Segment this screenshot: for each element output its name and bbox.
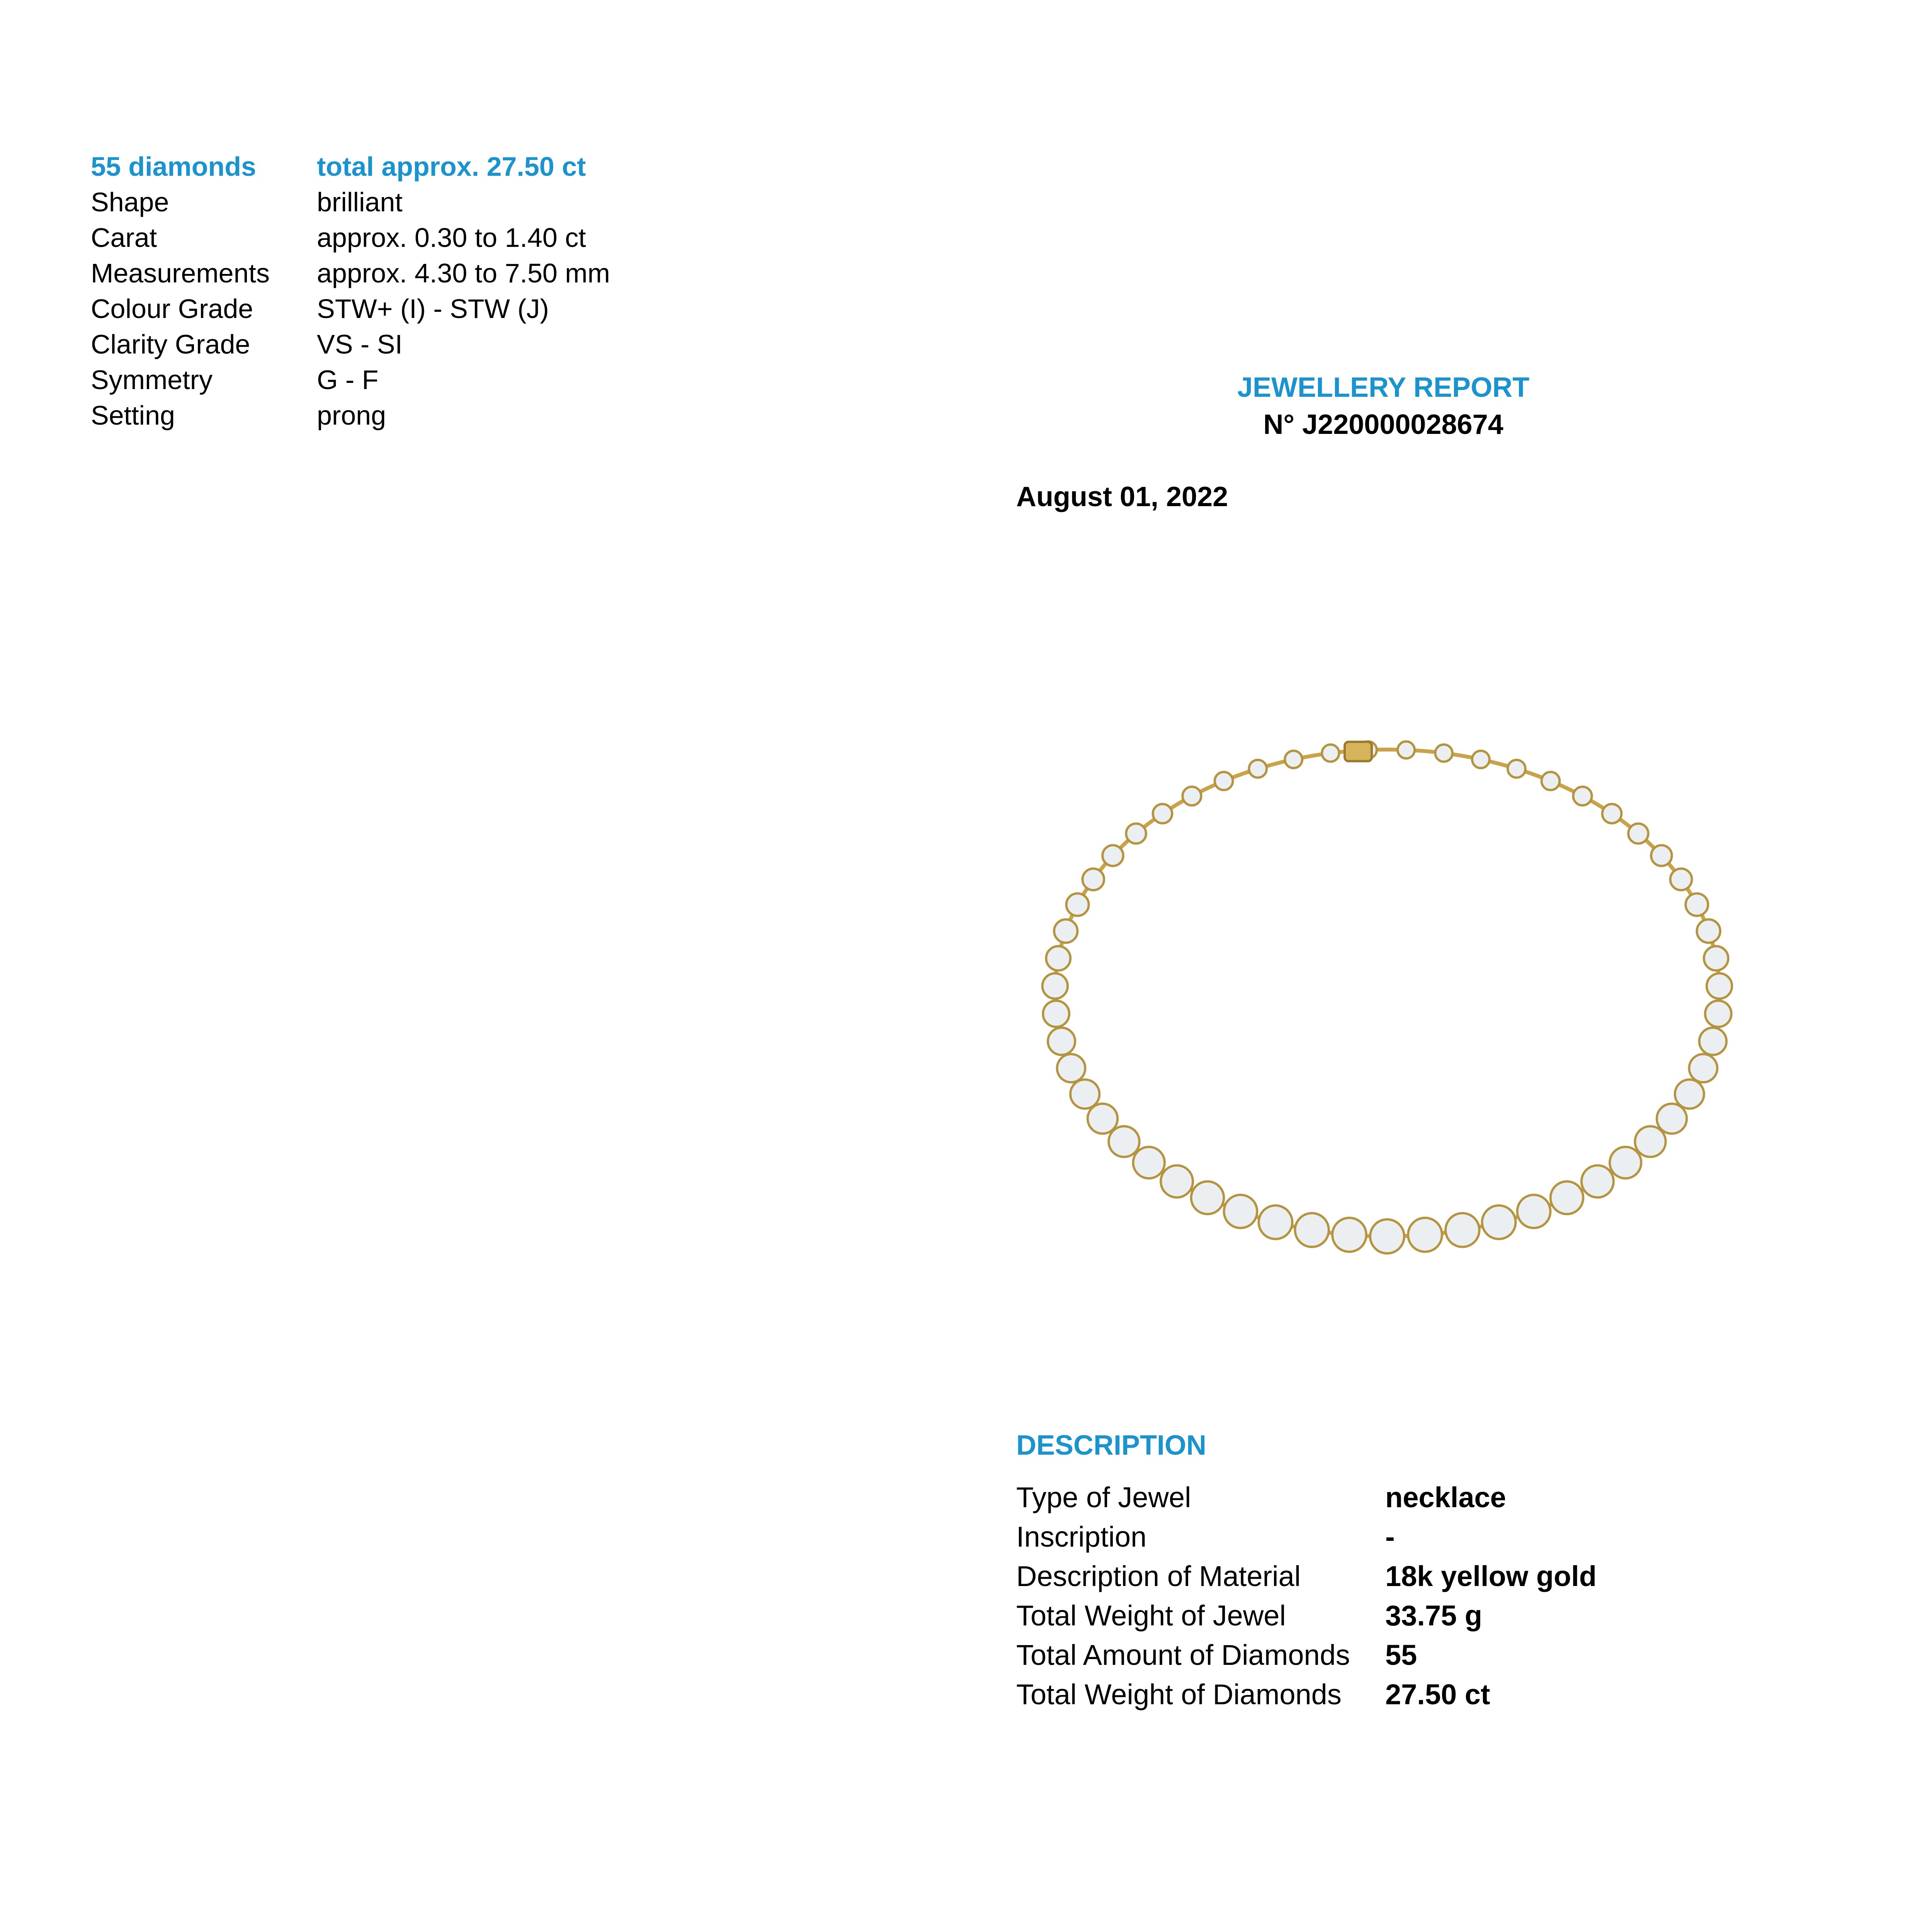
summary-value: VS - SI bbox=[317, 329, 403, 359]
summary-key: Symmetry bbox=[91, 365, 213, 395]
summary-header bbox=[91, 149, 610, 184]
description-row bbox=[1016, 1557, 1597, 1596]
description-value: - bbox=[1385, 1521, 1395, 1553]
description-key: Total Weight of Diamonds bbox=[1016, 1678, 1342, 1710]
description-list bbox=[1016, 1478, 1597, 1714]
stone-summary bbox=[91, 149, 610, 433]
total-carat: total approx. 27.50 ct bbox=[317, 151, 586, 182]
summary-row bbox=[91, 291, 610, 326]
description-row bbox=[1016, 1596, 1597, 1635]
diamond-stone bbox=[1472, 751, 1490, 768]
diamond-stone bbox=[1508, 760, 1526, 778]
description-key: Inscription bbox=[1016, 1521, 1147, 1553]
diamond-stone bbox=[1573, 787, 1592, 805]
diamond-count: 55 diamonds bbox=[91, 151, 256, 182]
diamond-stone bbox=[1161, 1165, 1193, 1197]
diamond-stone bbox=[1054, 920, 1077, 943]
description-key: Total Weight of Jewel bbox=[1016, 1600, 1286, 1632]
diamond-stone bbox=[1435, 745, 1452, 762]
report-date: August 01, 2022 bbox=[1016, 481, 1228, 512]
summary-value: approx. 0.30 to 1.40 ct bbox=[317, 223, 586, 253]
description-row bbox=[1016, 1675, 1597, 1714]
diamond-stone bbox=[1635, 1126, 1665, 1157]
summary-key: Clarity Grade bbox=[91, 329, 250, 359]
diamond-stone bbox=[1285, 751, 1302, 768]
diamond-stone bbox=[1109, 1126, 1139, 1157]
diamond-stone bbox=[1651, 845, 1672, 866]
diamond-stone bbox=[1057, 1054, 1085, 1082]
description-row bbox=[1016, 1635, 1597, 1675]
diamond-stone bbox=[1582, 1165, 1614, 1197]
diamond-stone bbox=[1628, 824, 1648, 844]
diamond-stone bbox=[1224, 1195, 1257, 1228]
summary-value: approx. 4.30 to 7.50 mm bbox=[317, 258, 610, 288]
summary-row bbox=[91, 255, 610, 291]
diamond-stone bbox=[1249, 760, 1267, 778]
description-title: DESCRIPTION bbox=[1016, 1430, 1207, 1461]
diamond-stone bbox=[1542, 772, 1560, 790]
description-value: 55 bbox=[1385, 1639, 1417, 1671]
diamond-stone bbox=[1126, 824, 1146, 844]
diamond-stone bbox=[1675, 1080, 1704, 1108]
diamond-stone bbox=[1697, 920, 1720, 943]
diamond-stone bbox=[1610, 1147, 1641, 1178]
diamond-stone bbox=[1551, 1182, 1583, 1214]
summary-key: Carat bbox=[91, 223, 157, 253]
diamond-stone bbox=[1602, 804, 1622, 823]
summary-row bbox=[91, 398, 610, 433]
description-key: Description of Material bbox=[1016, 1560, 1301, 1592]
diamond-stone bbox=[1517, 1195, 1551, 1228]
diamond-stone bbox=[1046, 946, 1070, 971]
summary-key: Shape bbox=[91, 187, 169, 217]
diamond-stone bbox=[1182, 787, 1201, 805]
diamond-stone bbox=[1043, 973, 1068, 998]
diamond-stone bbox=[1088, 1104, 1117, 1134]
diamond-stone bbox=[1153, 804, 1172, 823]
summary-value: G - F bbox=[317, 365, 379, 395]
summary-value: brilliant bbox=[317, 187, 403, 217]
summary-row bbox=[91, 362, 610, 398]
summary-value: prong bbox=[317, 400, 386, 430]
diamond-stone bbox=[1133, 1147, 1165, 1178]
diamond-stone bbox=[1398, 741, 1415, 758]
summary-key: Colour Grade bbox=[91, 294, 253, 324]
summary-row bbox=[91, 220, 610, 255]
summary-key: Setting bbox=[91, 400, 175, 430]
summary-row bbox=[91, 326, 610, 362]
diamond-stone bbox=[1191, 1182, 1224, 1214]
report-number: N° J220000028674 bbox=[1263, 409, 1503, 440]
necklace-photo bbox=[1020, 688, 1754, 1290]
diamond-stone bbox=[1657, 1104, 1687, 1134]
diamond-stone bbox=[1066, 893, 1089, 916]
diamond-stone bbox=[1707, 973, 1732, 998]
report-header bbox=[1016, 369, 1750, 443]
report-title: JEWELLERY REPORT bbox=[1237, 372, 1530, 403]
summary-key: Measurements bbox=[91, 258, 270, 288]
diamond-stone bbox=[1295, 1213, 1329, 1247]
diamond-stone bbox=[1215, 772, 1233, 790]
diamond-stone bbox=[1689, 1054, 1718, 1082]
clasp bbox=[1345, 742, 1372, 761]
diamond-stone bbox=[1670, 869, 1692, 890]
diamond-stone bbox=[1322, 745, 1339, 762]
diamond-stone bbox=[1685, 893, 1708, 916]
diamond-stone bbox=[1482, 1205, 1516, 1239]
description-value: necklace bbox=[1385, 1481, 1506, 1513]
diamond-stone bbox=[1043, 1001, 1069, 1027]
diamond-stone bbox=[1370, 1219, 1404, 1253]
diamond-stone bbox=[1699, 1028, 1726, 1055]
diamond-stone bbox=[1070, 1080, 1099, 1108]
description-key: Type of Jewel bbox=[1016, 1481, 1191, 1513]
diamond-stone bbox=[1704, 946, 1728, 971]
description-row bbox=[1016, 1517, 1597, 1557]
diamond-stone bbox=[1102, 845, 1123, 866]
summary-row bbox=[91, 184, 610, 220]
description-key: Total Amount of Diamonds bbox=[1016, 1639, 1350, 1671]
photo-background bbox=[1070, 695, 1704, 1283]
diamond-stone bbox=[1048, 1028, 1075, 1055]
diamond-stone bbox=[1083, 869, 1104, 890]
diamond-stone bbox=[1408, 1218, 1442, 1252]
diamond-stone bbox=[1332, 1218, 1366, 1252]
summary-value: STW+ (I) - STW (J) bbox=[317, 294, 549, 324]
description-value: 33.75 g bbox=[1385, 1600, 1482, 1632]
diamond-stone bbox=[1446, 1213, 1479, 1247]
description-value: 27.50 ct bbox=[1385, 1678, 1490, 1710]
description-value: 18k yellow gold bbox=[1385, 1560, 1597, 1592]
diamond-stone bbox=[1259, 1205, 1293, 1239]
description-row bbox=[1016, 1478, 1597, 1517]
diamond-stone bbox=[1705, 1001, 1731, 1027]
